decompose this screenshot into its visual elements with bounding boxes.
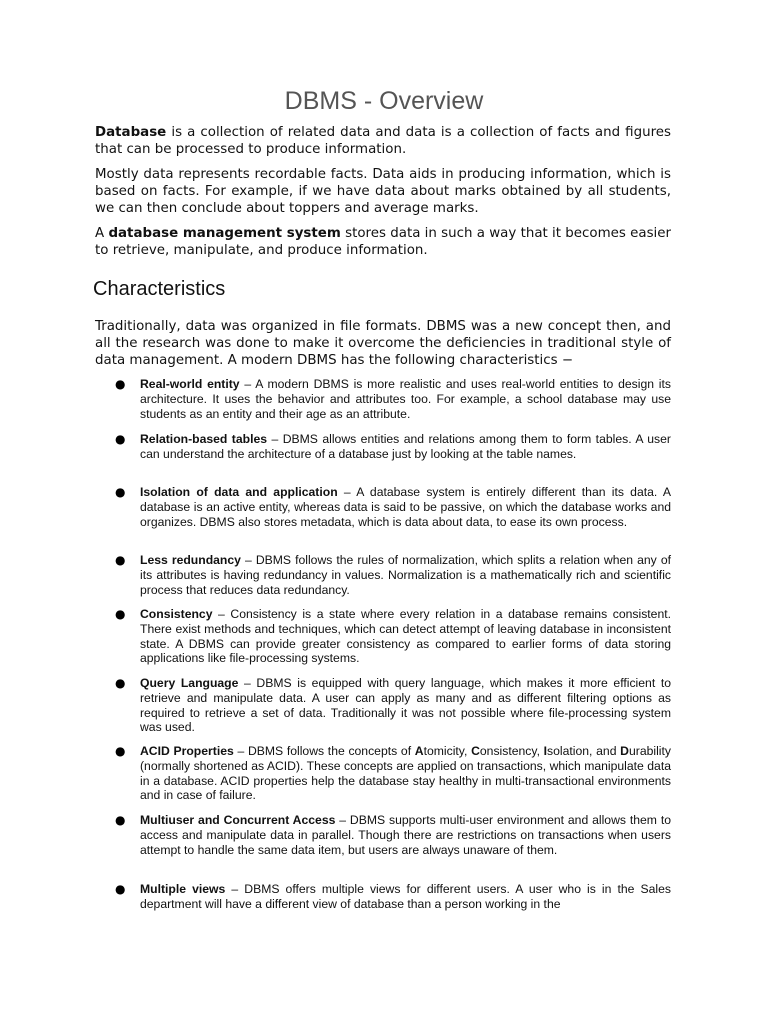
item-term: Real-world entity (140, 377, 240, 391)
acid-letter: A (414, 744, 424, 758)
item-description: – DBMS follows the concepts of (233, 744, 415, 758)
intro-paragraph-text: stores data in such a way that it becomes easier to retrieve, manipulate, and produce information. (95, 226, 672, 258)
item-term: Less redundancy (140, 553, 241, 567)
bullet-icon: ● (115, 377, 126, 391)
item-description: – DBMS offers multiple views for different users. A user who is in the Sales department will have a different view of database than a person working in the (140, 882, 672, 911)
term-dbms: database management system (108, 226, 341, 241)
acid-letter: C (471, 744, 480, 758)
item-description: – DBMS supports multi-user environment and allows them to access and manipulate data in parallel. Though there are restrictions on transactions when users attempt to handle the same data item, but users are always unaware of them. (140, 813, 671, 857)
item-description: – A database system is entirely different than its data. A database is an active entity, whereas data is said to be passive, on which the database works and organizes. DBMS also stores metadata, which is data about data, to ease its own process. (140, 485, 671, 529)
item-term: Consistency (140, 607, 213, 621)
item-term: Relation-based tables (140, 432, 268, 446)
page-title: DBMS - Overview (284, 87, 484, 115)
bullet-icon: ● (115, 676, 126, 690)
item-description: onsistency, (479, 744, 544, 758)
item-description: – DBMS allows entities and relations among them to form tables. A user can understand the architecture of a database just by looking at the table names. (140, 432, 671, 461)
term-database: Database (95, 125, 167, 140)
item-term: Multiple views (140, 882, 226, 896)
bullet-icon: ● (115, 607, 126, 621)
item-term: Multiuser and Concurrent Access (140, 813, 336, 827)
acid-letter: I (543, 744, 548, 758)
bullet-icon: ● (115, 882, 126, 896)
item-description: tomicity, (423, 744, 472, 758)
item-term: Query Language (140, 676, 239, 690)
bullet-icon: ● (115, 813, 126, 827)
item-description: – DBMS is equipped with query language, which makes it more efficient to retrieve and manipulate data. A user can apply as many and as different filtering options as required to retrieve a set of data. Traditionally it was not possible where file-processing system was used. (140, 676, 671, 735)
intro-paragraph-database (95, 124, 671, 158)
item-term: ACID Properties (140, 744, 234, 758)
item-description: – Consistency is a state where every relation in a database remains consistent. There exist methods and techniques, which can detect attempt of leaving database in inconsistent state. A DBMS can provide greater consistency as compared to earlier forms of data storing applications like file-processing systems. (140, 607, 671, 666)
intro-paragraph-prefix: A (95, 226, 109, 241)
item-term: Isolation of data and application (140, 485, 338, 499)
intro-paragraph-facts: Mostly data represents recordable facts. Data aids in producing information, which is based on facts. For example, if we have data about marks obtained by all students, we can then conclude about toppers and average marks. (95, 167, 671, 216)
intro-paragraph-dbms (95, 225, 671, 259)
acid-letter: D (620, 744, 629, 758)
intro-paragraph-text: is a collection of related data and data is a collection of facts and figures that can be processed to produce information. (95, 125, 671, 157)
characteristics-intro: Traditionally, data was organized in file formats. DBMS was a new concept then, and all the research was done to make it overcome the deficiencies in traditional style of data management. A modern DBMS has the following characteristics − (95, 319, 671, 368)
item-description: urability (normally shortened as ACID). These concepts are applied on transactions, which manipulate data in a database. ACID properties help the database stay healthy in multi-transactional environments and in case of failure. (140, 744, 671, 803)
section-heading-characteristics: Characteristics (93, 278, 226, 300)
bullet-icon: ● (115, 553, 126, 567)
item-description: – A modern DBMS is more realistic and uses real-world entities to design its architecture. It uses the behavior and attributes too. For example, a school database may use students as an entity and their age as an attribute. (140, 377, 671, 421)
item-description: solation, and (547, 744, 621, 758)
item-description: – DBMS follows the rules of normalization, which splits a relation when any of its attributes is having redundancy in values. Normalization is a mathematically rich and scientific process that reduces data redundancy. (140, 553, 671, 597)
bullet-icon: ● (115, 485, 126, 499)
bullet-icon: ● (115, 432, 126, 446)
bullet-icon: ● (115, 744, 126, 758)
